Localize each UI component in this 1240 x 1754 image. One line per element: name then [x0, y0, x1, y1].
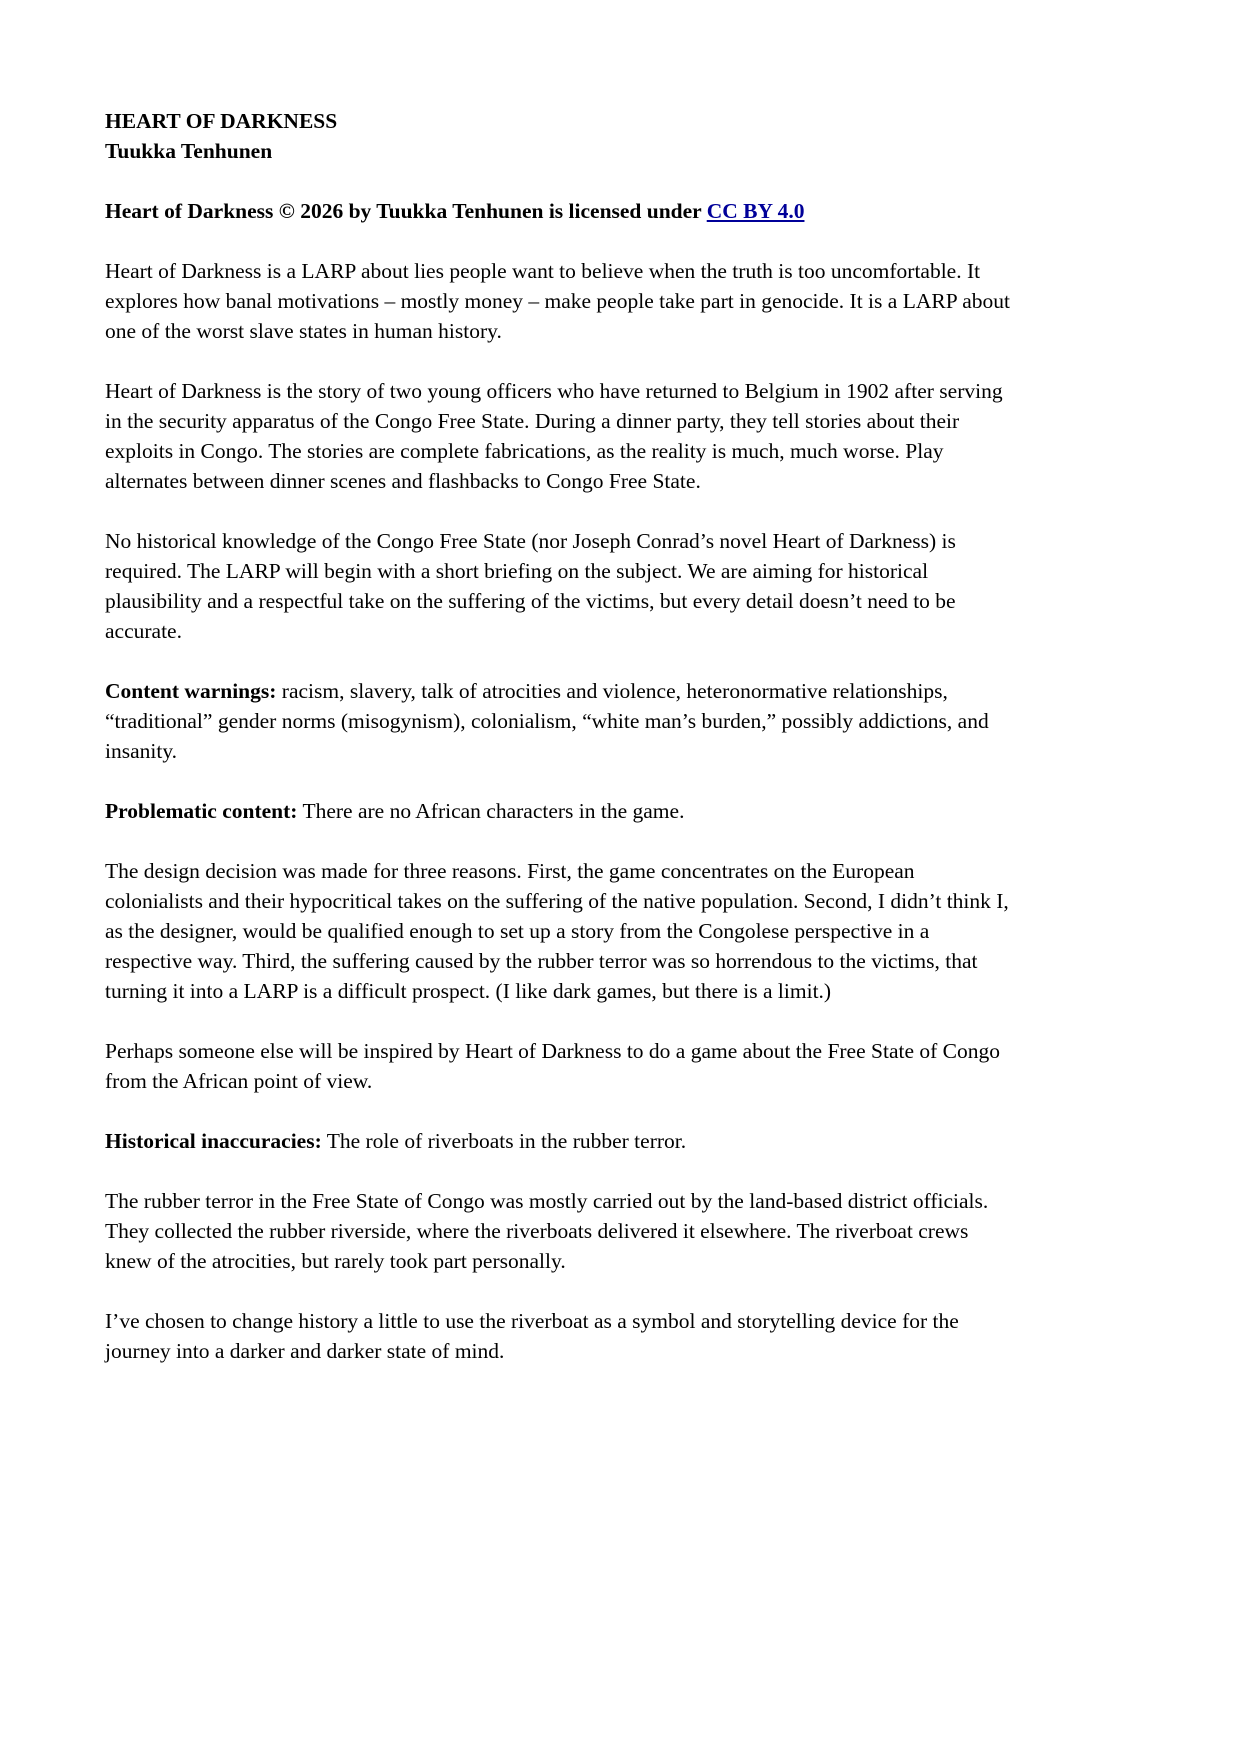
paragraph-intro: Heart of Darkness is a LARP about lies people want to believe when the truth is too uncomfortable. It explores how banal motivations – mostly money – make people take part in genocide. It is a LARP about one of the worst slave states in human history.: [105, 259, 1010, 343]
paragraph-riverboat-symbol: I’ve chosen to change history a little to use the riverboat as a symbol and storytelling device for the journey into a darker and darker state of mind.: [105, 1309, 959, 1363]
paragraph-problematic-content: Problematic content: There are no African characters in the game.: [105, 799, 685, 823]
license-text: Heart of Darkness © 2026 by Tuukka Tenhunen is licensed under: [105, 199, 707, 223]
paragraph-rubber-terror: The rubber terror in the Free State of Congo was mostly carried out by the land-based district officials. They collected the rubber riverside, where the riverboats delivered it elsewhere. The riverboat crews knew of the atrocities, but rarely took part personally.: [105, 1189, 989, 1273]
paragraph-inspiration: Perhaps someone else will be inspired by Heart of Darkness to do a game about the Free State of Congo from the African point of view.: [105, 1039, 1001, 1093]
paragraph-historical-inaccuracies: Historical inaccuracies: The role of riverboats in the rubber terror.: [105, 1129, 687, 1153]
historical-inaccuracies-label: Historical inaccuracies:: [105, 1129, 322, 1153]
paragraph-historical-knowledge: No historical knowledge of the Congo Free State (nor Joseph Conrad’s novel Heart of Darkness) is required. The LARP will begin with a short briefing on the subject. We are aiming for historical plausibility and a respectful take on the suffering of the victims, but every detail doesn’t need to be accurate.: [105, 529, 956, 643]
title-block: [105, 106, 1015, 166]
document-content: [105, 106, 1015, 1396]
cc-by-license-link[interactable]: CC BY 4.0: [706, 199, 805, 223]
problematic-content-label: Problematic content:: [105, 799, 298, 823]
paragraph-content-warnings: Content warnings: racism, slavery, talk of atrocities and violence, heteronormative relationships, “traditional” gender norms (misogynism), colonialism, “white man’s burden,” possibly addictions, and insanity.: [105, 679, 989, 763]
document-title: HEART OF DARKNESS: [105, 109, 338, 133]
content-warnings-label: Content warnings:: [105, 679, 277, 703]
document-author: Tuukka Tenhunen: [105, 139, 273, 163]
license-line: [105, 196, 1015, 226]
paragraph-story: Heart of Darkness is the story of two young officers who have returned to Belgium in 1902 after serving in the security apparatus of the Congo Free State. During a dinner party, they tell stories about their exploits in Congo. The stories are complete fabrications, as the reality is much, much worse. Play alternates between dinner scenes and flashbacks to Congo Free State.: [105, 379, 1003, 493]
paragraph-design-decision: The design decision was made for three reasons. First, the game concentrates on the European colonialists and their hypocritical takes on the suffering of the native population. Second, I didn’t think I, as the designer, would be qualified enough to set up a story from the Congolese perspective in a respective way. Third, the suffering caused by the rubber terror was so horrendous to the victims, that turning it into a LARP is a difficult prospect. (I like dark games, but there is a limit.): [105, 859, 1009, 1003]
